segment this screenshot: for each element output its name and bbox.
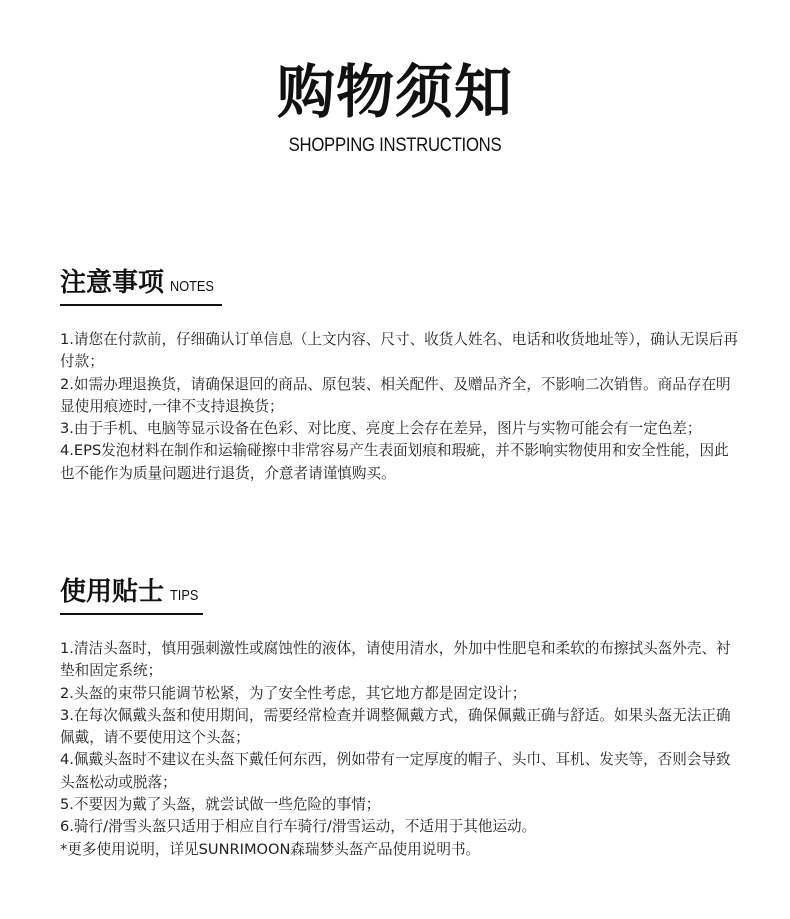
notes-list <box>60 329 740 485</box>
tips-heading <box>60 575 203 615</box>
tips-section <box>60 575 740 861</box>
notes-heading-zh: 注意事项 <box>60 268 165 298</box>
notes-item: 1.请您在付款前，仔细确认订单信息（上文内容、尺寸、收货人姓名、电话和收货地址等），确认无误后再付款； <box>60 331 738 371</box>
page-subtitle: SHOPPING INSTRUCTIONS <box>288 135 502 156</box>
tips-item: 3.在每次佩戴头盔和使用期间，需要经常检查并调整佩戴方式，确保佩戴正确与舒适。如果头盔无法正确佩戴，请不要使用这个头盔； <box>60 706 731 747</box>
notes-section <box>60 266 740 485</box>
tips-item: 1.清洁头盔时，慎用强刺激性或腐蚀性的液体，请使用清水，外加中性肥皂和柔软的布擦拭头盔外壳、衬垫和固定系统； <box>60 640 731 680</box>
notes-item: 2.如需办理退换货，请确保退回的商品、原包装、相关配件、及赠品齐全，不影响二次销售。商品存在明显使用痕迹时,一律不支持退换货； <box>60 375 731 415</box>
tips-item: 5.不要因为戴了头盔，就尝试做一些危险的事情； <box>60 796 381 814</box>
tips-list <box>60 638 740 861</box>
page-title: 购物须知 <box>276 58 513 126</box>
tips-item: 2.头盔的束带只能调节松紧，为了安全性考虑，其它地方都是固定设计； <box>60 684 527 702</box>
tips-heading-zh: 使用贴士 <box>60 577 165 607</box>
notes-item: 3.由于手机、电脑等显示设备在色彩、对比度、亮度上会存在差异，图片与实物可能会有一定色差； <box>60 420 702 438</box>
notes-heading-en: NOTES <box>170 278 214 295</box>
notes-heading <box>60 266 222 306</box>
notes-item: 4.EPS发泡材料在制作和运输碰擦中非常容易产生表面划痕和瑕疵，并不影响实物使用和安全性能，因此也不能作为质量问题进行退货，介意者请谨慎购买。 <box>60 442 729 482</box>
tips-item: *更多使用说明，详见SUNRIMOON森瑞梦头盔产品使用说明书。 <box>60 840 481 858</box>
tips-item: 4.佩戴头盔时不建议在头盔下戴任何东西，例如带有一定厚度的帽子、头巾、耳机、发夹等，否则会导致头盔松动或脱落； <box>60 751 731 791</box>
tips-item: 6.骑行/滑雪头盔只适用于相应自行车骑行/滑雪运动，不适用于其他运动。 <box>60 818 537 836</box>
tips-heading-en: TIPS <box>170 587 199 604</box>
